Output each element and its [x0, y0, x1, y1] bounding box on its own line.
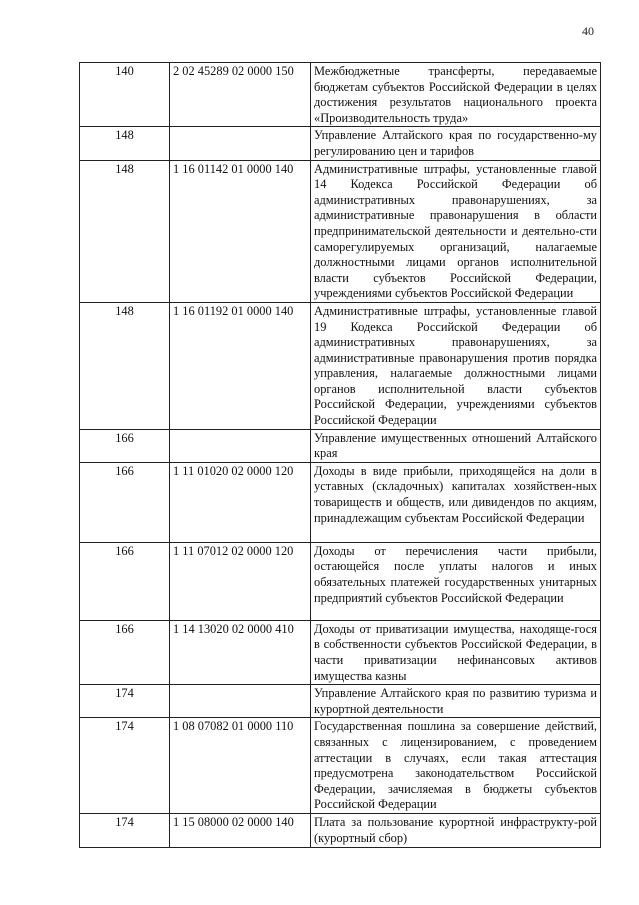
table-row — [80, 160, 601, 302]
table-row — [80, 302, 601, 429]
description-cell: Административные штрафы, установленные главой 19 Кодекса Российской Федерации об административных правонарушениях, за административные правонарушения против порядка управления, налагаемые должностными лицами органов исполнительной власти субъектов Российской Федерации, учреждениями субъектов Российской Федерации — [311, 302, 601, 429]
admin-code-cell: 148 — [80, 160, 170, 302]
budget-code-cell: 1 15 08000 02 0000 140 — [170, 814, 311, 847]
table-row — [80, 542, 601, 620]
admin-code-cell: 166 — [80, 429, 170, 462]
admin-code-cell: 140 — [80, 63, 170, 127]
budget-code-cell — [170, 685, 311, 718]
table-row — [80, 620, 601, 684]
description-cell: Доходы от приватизации имущества, находяще-гося в собственности субъектов Российской Федерации, в части приватизации нефинансовых активов имущества казны — [311, 620, 601, 684]
admin-code-cell: 166 — [80, 542, 170, 620]
table-row — [80, 718, 601, 814]
budget-code-cell — [170, 429, 311, 462]
admin-code-cell: 148 — [80, 127, 170, 160]
admin-code-cell: 174 — [80, 718, 170, 814]
description-cell: Управление Алтайского края по государственно-му регулированию цен и тарифов — [311, 127, 601, 160]
description-cell: Управление имущественных отношений Алтайского края — [311, 429, 601, 462]
budget-code-cell: 1 16 01192 01 0000 140 — [170, 302, 311, 429]
description-cell: Плата за пользование курортной инфраструкту-рой (курортный сбор) — [311, 814, 601, 847]
table-row — [80, 429, 601, 462]
description-cell: Управление Алтайского края по развитию туризма и курортной деятельности — [311, 685, 601, 718]
budget-code-cell: 1 11 07012 02 0000 120 — [170, 542, 311, 620]
budget-code-cell: 1 08 07082 01 0000 110 — [170, 718, 311, 814]
description-cell: Доходы в виде прибыли, приходящейся на доли в уставных (складочных) капиталах хозяйствен-ных товариществ и обществ, или дивидендов по акциям, принадлежащим субъектам Российской Федерации — [311, 462, 601, 542]
table-body — [80, 63, 601, 848]
admin-code-cell: 166 — [80, 620, 170, 684]
page-number: 40 — [582, 24, 594, 38]
revenue-codes-table — [79, 62, 601, 848]
table-row — [80, 127, 601, 160]
table-row — [80, 685, 601, 718]
admin-code-cell: 174 — [80, 814, 170, 847]
description-cell: Административные штрафы, установленные главой 14 Кодекса Российской Федерации об административных правонарушениях, за административные правонарушения в области предпринимательской деятельности и деятельно-сти саморегулируемых организаций, налагаемые должностными лицами органов исполнительной власти субъектов Российской Федерации, учреждениями субъектов Российской Федерации — [311, 160, 601, 302]
budget-code-cell: 1 14 13020 02 0000 410 — [170, 620, 311, 684]
admin-code-cell: 148 — [80, 302, 170, 429]
budget-code-cell — [170, 127, 311, 160]
budget-code-cell: 2 02 45289 02 0000 150 — [170, 63, 311, 127]
budget-code-cell: 1 11 01020 02 0000 120 — [170, 462, 311, 542]
budget-code-cell: 1 16 01142 01 0000 140 — [170, 160, 311, 302]
description-cell: Доходы от перечисления части прибыли, остающейся после уплаты налогов и иных обязательных платежей государственных унитарных предприятий субъектов Российской Федерации — [311, 542, 601, 620]
admin-code-cell: 166 — [80, 462, 170, 542]
admin-code-cell: 174 — [80, 685, 170, 718]
table-row — [80, 63, 601, 127]
description-cell: Межбюджетные трансферты, передаваемые бюджетам субъектов Российской Федерации в целях достижения результатов национального проекта «Производительность труда» — [311, 63, 601, 127]
table-row — [80, 814, 601, 847]
description-cell: Государственная пошлина за совершение действий, связанных с лицензированием, с проведением аттестации в случаях, если такая аттестация предусмотрена законодательством Российской Федерации, зачисляемая в бюджеты субъектов Российской Федерации — [311, 718, 601, 814]
table-row — [80, 462, 601, 542]
